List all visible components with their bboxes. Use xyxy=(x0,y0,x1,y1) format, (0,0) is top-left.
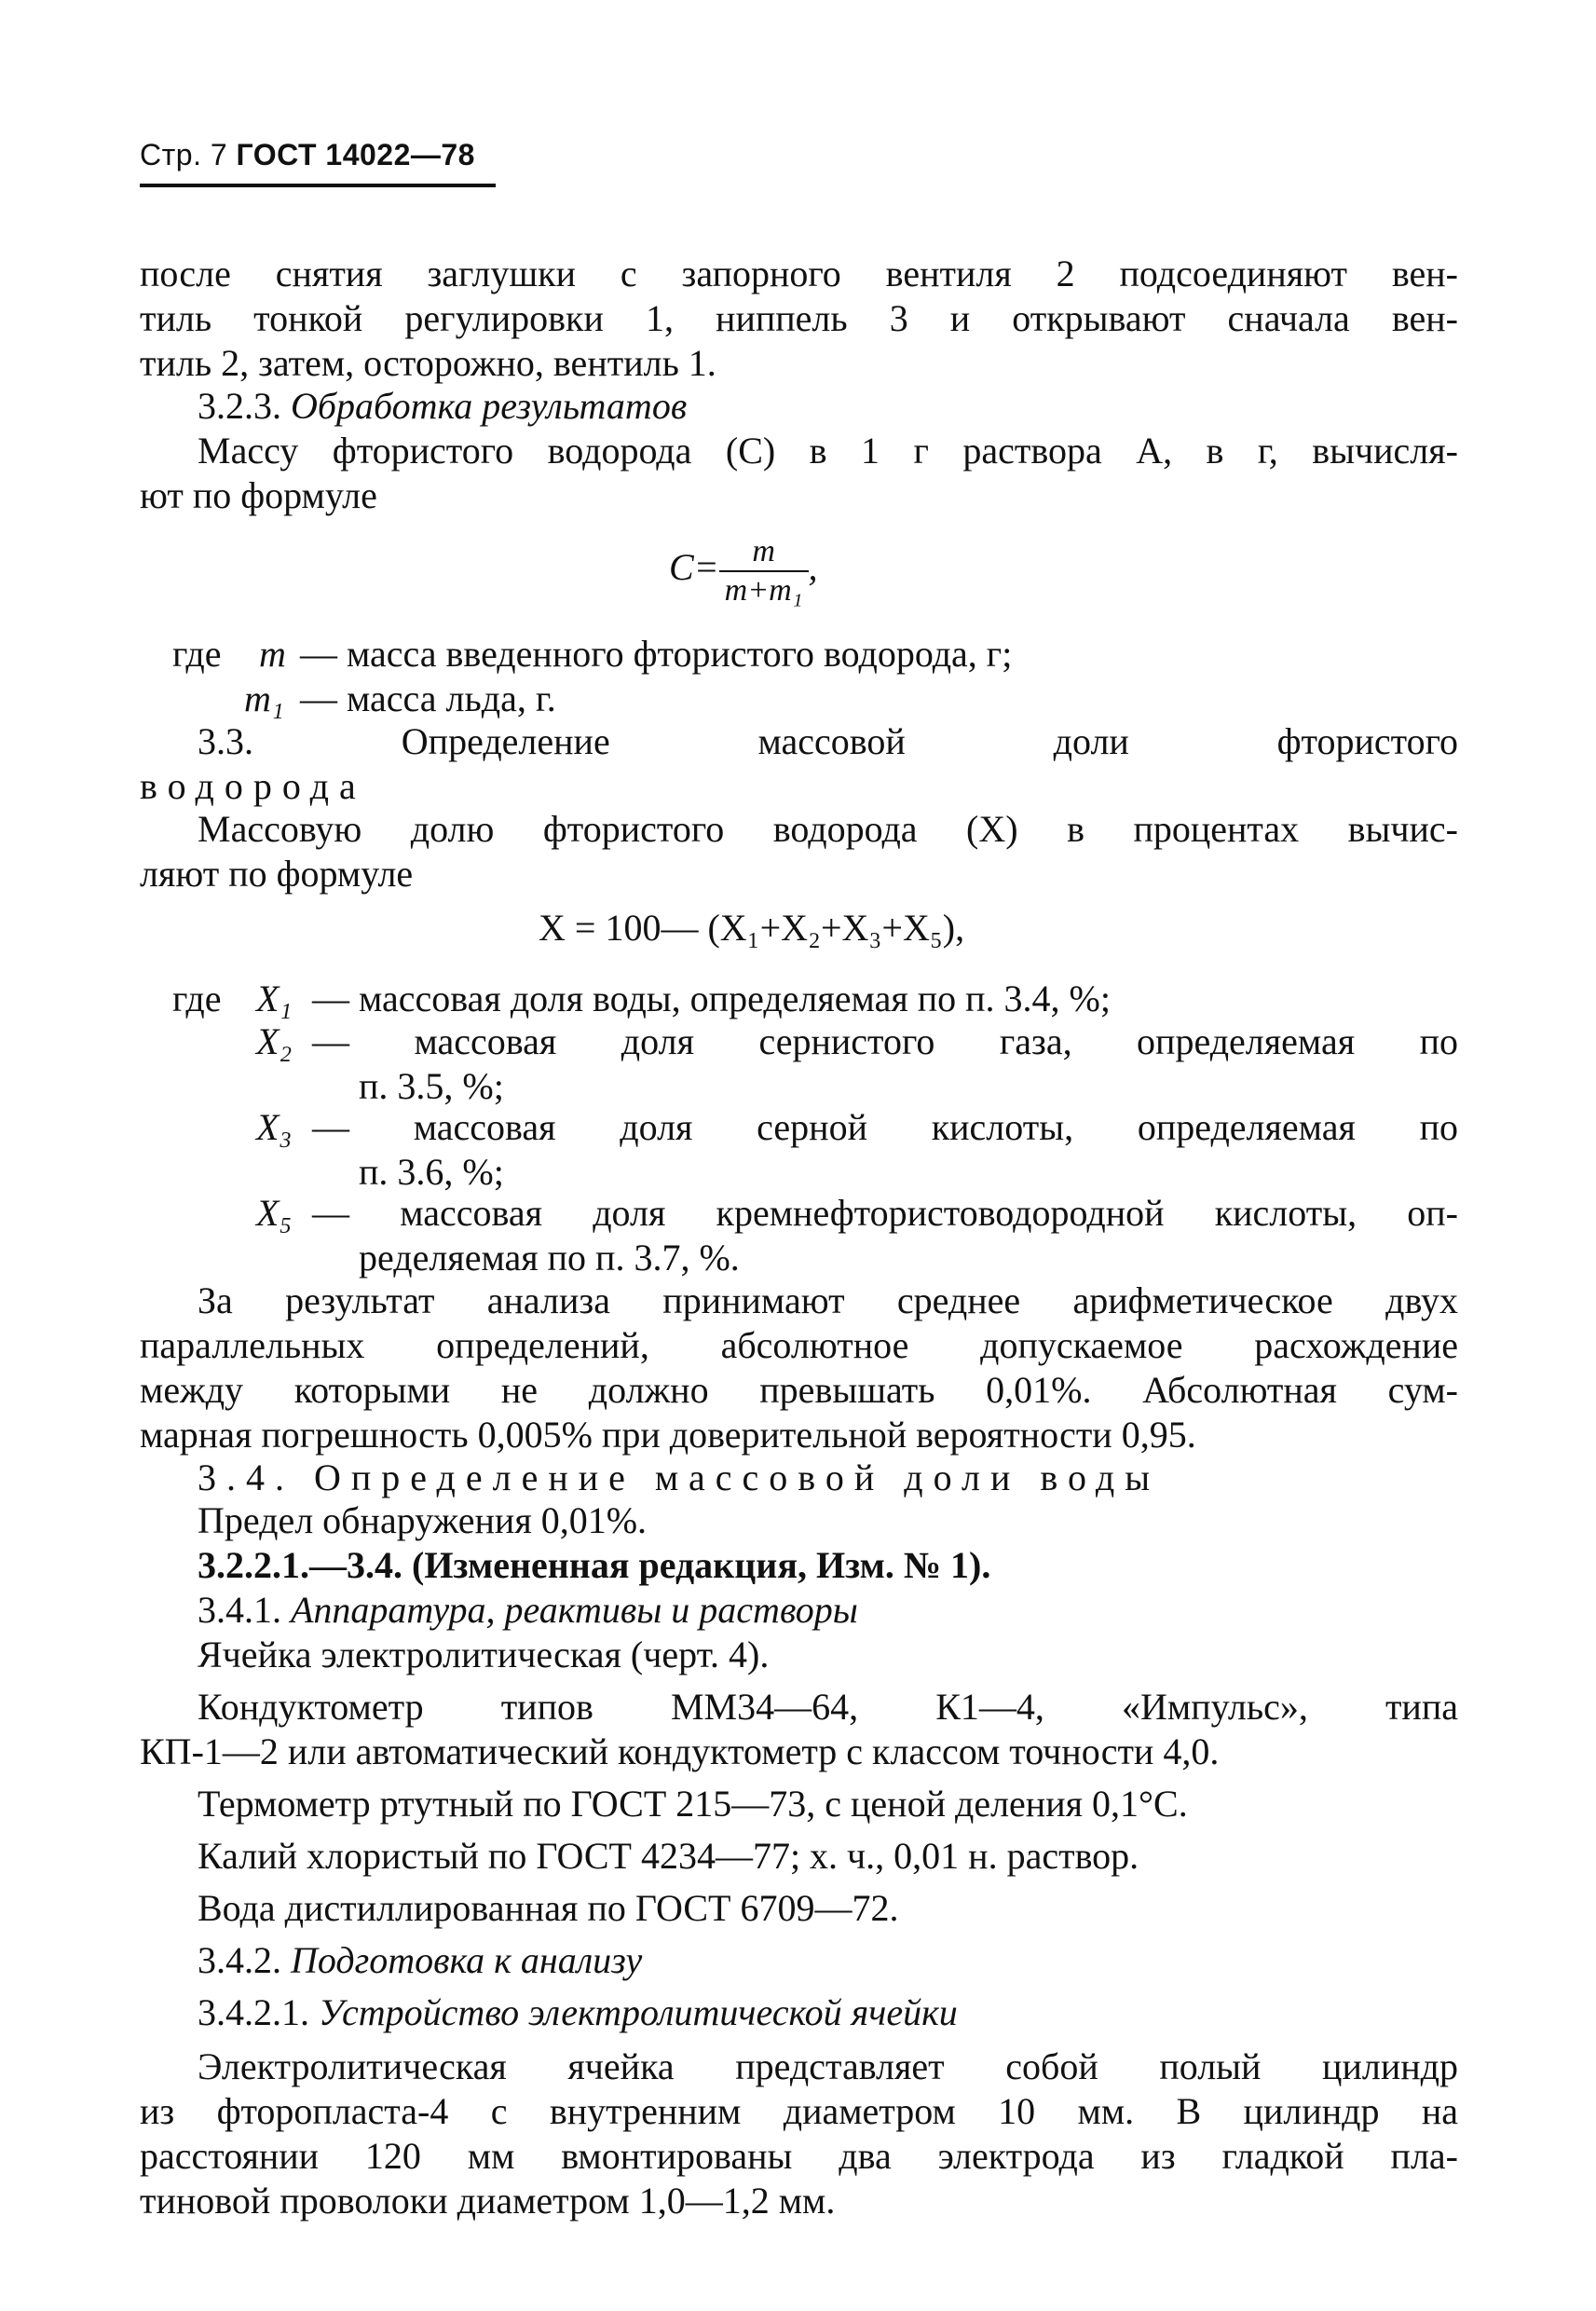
cell-desc-line-4: тиновой проволоки диаметром 1,0—1,2 мм. xyxy=(140,2180,836,2222)
water-line: Вода дистиллированная по ГОСТ 6709—72. xyxy=(198,1887,899,1929)
m-symbol: m xyxy=(259,633,286,675)
x2-symbol: X₂ xyxy=(256,1020,293,1062)
section-3-4-heading: 3.4. Определение массовой доли воды xyxy=(198,1456,1161,1498)
where-label-2: где xyxy=(172,978,222,1019)
x3-symbol: X₃ xyxy=(256,1106,293,1148)
x5-symbol: X₅ xyxy=(256,1192,293,1234)
x3-description-line-2: п. 3.6, %; xyxy=(359,1151,504,1193)
x2-description-line-1: — массовая доля сернистого газа, определяемая по xyxy=(312,1020,1458,1062)
x2-description-line-2: п. 3.5, %; xyxy=(359,1065,504,1107)
page-header xyxy=(140,138,496,187)
section-title: Устройство электролитической ячейки xyxy=(319,1991,958,2033)
x5-description-line-1: — массовая доля кремнефтористоводородной кислоты, оп- xyxy=(312,1192,1458,1234)
page-number: Стр. 7 xyxy=(140,138,228,171)
section-3-2-3-heading xyxy=(198,384,1458,429)
para1-line-3: тиль 2, затем, осторожно, вентиль 1. xyxy=(140,342,716,384)
para1-line-1: после снятия заглушки с запорного вентиля 2 подсоединяют вен- xyxy=(140,253,1458,294)
conductometer-line-1: Кондуктометр типов ММ34—64, К1—4, «Импульс», типа xyxy=(198,1686,1458,1728)
section-3-3-heading-line-2: водорода xyxy=(140,765,366,807)
conductometer-line-2: КП-1—2 или автоматический кондуктометр с классом точности 4,0. xyxy=(140,1730,1220,1772)
thermometer-line: Термометр ртутный по ГОСТ 215—73, с ценой деления 0,1°С. xyxy=(198,1783,1188,1825)
detection-limit: Предел обнаружения 0,01%. xyxy=(198,1499,648,1541)
para1-line-2: тиль тонкой регулировки 1, ниппель 3 и открывают сначала вен- xyxy=(140,297,1458,339)
m1-description: — масса льда, г. xyxy=(300,677,556,719)
mass-text-line-2: ют по формуле xyxy=(140,474,377,516)
result-line-4: марная погрешность 0,005% при доверительной вероятности 0,95. xyxy=(140,1414,1196,1456)
cell-desc-line-1: Электролитическая ячейка представляет собой полый цилиндр xyxy=(198,2045,1458,2087)
section-number: 3.4.2. xyxy=(198,1939,281,1981)
section-number: 3.4.2.1. xyxy=(198,1991,309,2033)
m1-symbol: m₁ xyxy=(244,677,284,719)
section-title: Подготовка к анализу xyxy=(291,1939,643,1981)
x1-symbol: X₁ xyxy=(256,978,293,1019)
section-3-4-2-1-heading xyxy=(198,1990,1458,2035)
formula-c-lhs: C= xyxy=(669,546,719,589)
cell-desc-line-3: расстоянии 120 мм вмонтированы два электрода из гладкой пла- xyxy=(140,2135,1458,2177)
x-text-line-1: Массовую долю фтористого водорода (X) в процентах вычис- xyxy=(198,808,1458,850)
section-3-4-2-heading xyxy=(198,1938,1458,1983)
where-label-1: где xyxy=(172,633,222,675)
section-title: Аппаратура, реактивы и растворы xyxy=(291,1589,858,1631)
mass-text-line-1: Массу фтористого водорода (С) в 1 г раствора А, в г, вычисля- xyxy=(198,430,1458,472)
section-3-3-heading-line-1: 3.3. Определение массовой доли фтористого xyxy=(198,720,1458,762)
change-note: 3.2.2.1.—3.4. (Измененная редакция, Изм. № 1). xyxy=(198,1544,991,1586)
formula-c xyxy=(669,533,818,609)
section-title: Обработка результатов xyxy=(291,385,688,427)
section-number: 3.2.3. xyxy=(198,385,281,427)
x5-description-line-2: ределяемая по п. 3.7, %. xyxy=(359,1237,740,1279)
x3-description-line-1: — массовая доля серной кислоты, определяемая по xyxy=(312,1106,1458,1148)
section-number: 3.4.1. xyxy=(198,1589,281,1631)
section-3-4-1-heading xyxy=(198,1588,1458,1633)
cell-desc-line-2: из фторопласта-4 с внутренним диаметром 10 мм. В цилиндр на xyxy=(140,2090,1458,2132)
kcl-line: Калий хлористый по ГОСТ 4234—77; х. ч., 0,01 н. раствор. xyxy=(198,1835,1139,1877)
result-line-2: параллельных определений, абсолютное допускаемое расхождение xyxy=(140,1324,1458,1366)
formula-c-comma: , xyxy=(808,546,818,589)
result-line-3: между которыми не должно превышать 0,01%. Абсолютная сум- xyxy=(140,1369,1458,1411)
formula-c-numerator: m xyxy=(719,533,809,572)
standard-code: ГОСТ 14022—78 xyxy=(236,138,475,171)
cell-line: Ячейка электролитическая (черт. 4). xyxy=(198,1634,770,1675)
m-description: — масса введенного фтористого водорода, г; xyxy=(300,633,1013,675)
formula-c-fraction xyxy=(719,533,809,609)
x1-description: — массовая доля воды, определяемая по п. 3.4, %; xyxy=(312,978,1111,1019)
result-line-1: За результат анализа принимают среднее арифметическое двух xyxy=(198,1279,1458,1321)
formula-x: X = 100— (X₁+X₂+X₃+X₅), xyxy=(539,907,965,949)
formula-c-denominator: m+m₁ xyxy=(724,573,803,608)
x-text-line-2: ляют по формуле xyxy=(140,853,414,895)
